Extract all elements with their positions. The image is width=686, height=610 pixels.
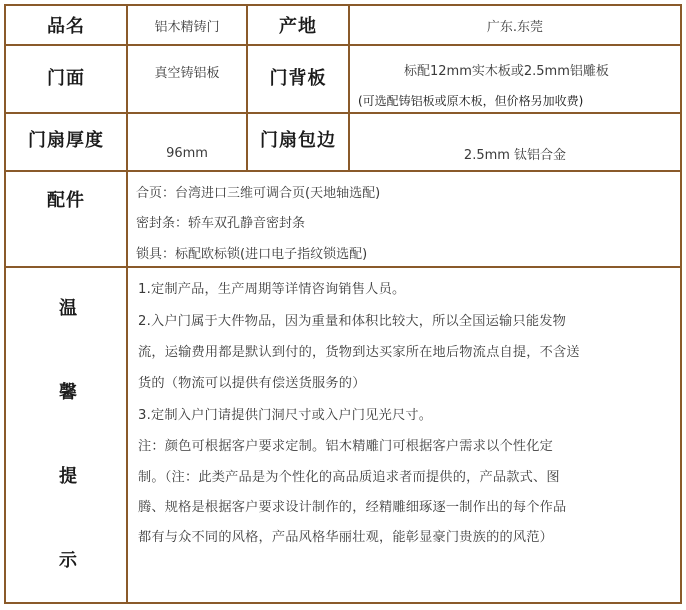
tips-label-char: 馨 [59, 382, 77, 403]
tip-line: 制。（注：此类产品是为个性化的高品质追求者而提供的，产品款式、图 [138, 470, 560, 485]
accessories-cell [126, 170, 682, 268]
tip-line: 腾、规格是根据客户要求设计制作的，经精雕细琢逐一制作出的每个作品 [138, 500, 567, 515]
tips-label-char: 提 [59, 466, 77, 487]
door-back-label: 门背板 [246, 44, 350, 114]
door-back-cell [348, 44, 682, 114]
tip-line: 2.入户门属于大件物品，因为重量和体积比较大，所以全国运输只能发物 [138, 314, 566, 329]
product-name-label: 品名 [4, 4, 128, 46]
origin-value: 广东.东莞 [348, 4, 682, 46]
tips-label-char: 温 [59, 298, 77, 319]
tip-line: 1.定制产品，生产周期等详情咨询销售人员。 [138, 282, 406, 297]
door-face-value: 真空铸铝板 [126, 44, 248, 114]
product-name-value: 铝木精铸门 [126, 4, 248, 46]
door-edge-value: 2.5mm 钛铝合金 [348, 112, 682, 172]
accessories-label: 配件 [4, 170, 128, 268]
tips-content-cell [126, 266, 682, 604]
accessory-hinge: 合页：台湾进口三维可调合页(天地轴选配) [136, 186, 381, 201]
accessory-seal: 密封条：轿车双孔静音密封条 [136, 216, 306, 231]
door-thickness-value: 96mm [126, 112, 248, 172]
tips-label-char: 示 [59, 550, 77, 571]
tip-line: 3.定制入户门请提供门洞尺寸或入户门见光尺寸。 [138, 408, 433, 423]
tip-line: 注：颜色可根据客户要求定制。铝木精雕门可根据客户需求以个性化定 [138, 439, 554, 454]
product-spec-table [4, 4, 682, 604]
door-back-note: (可选配铸铝板或原木板，但价格另加收费) [358, 94, 584, 108]
tip-line: 流，运输费用都是默认到付的，货物到达买家所在地后物流点自提，不含送 [138, 345, 580, 360]
tip-line: 都有与众不同的风格，产品风格华丽壮观，能彰显豪门贵族的的风范） [138, 530, 554, 545]
tips-label-cell [4, 266, 128, 604]
door-back-value: 标配12mm实木板或2.5mm铝雕板 [404, 64, 609, 79]
door-face-label: 门面 [4, 44, 128, 114]
door-thickness-label: 门扇厚度 [4, 112, 128, 172]
door-edge-label: 门扇包边 [246, 112, 350, 172]
tip-line: 货的（物流可以提供有偿送货服务的） [138, 376, 366, 391]
origin-label: 产地 [246, 4, 350, 46]
accessory-lock: 锁具：标配欧标锁(进口电子指纹锁选配) [136, 247, 368, 262]
